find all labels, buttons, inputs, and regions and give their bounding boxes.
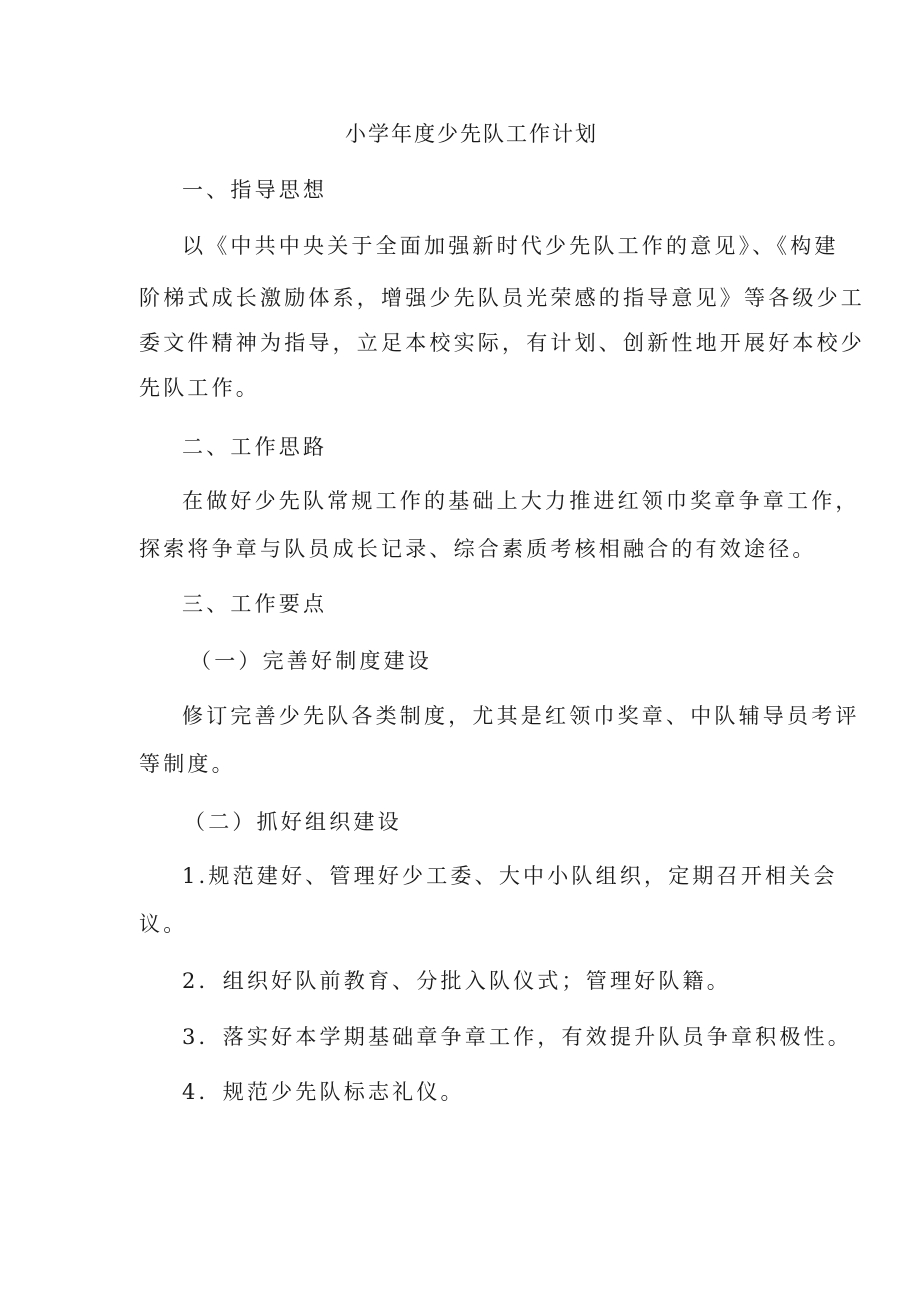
list-item-3: 3．落实好本学期基础章争章工作，有效提升队员争章积极性。 <box>182 1025 852 1049</box>
subsection-2-heading: （二）抓好组织建设 <box>184 810 402 834</box>
subsection-1-line-1: 修订完善少先队各类制度，尤其是红领巾奖章、中队辅导员考评 <box>182 704 860 728</box>
section-2-line-1: 在做好少先队常规工作的基础上大力推进红领巾奖章争章工作， <box>182 489 860 513</box>
document-title: 小学年度少先队工作计划 <box>345 122 598 146</box>
subsection-1-heading: （一）完善好制度建设 <box>190 649 432 673</box>
list-item-4: 4．规范少先队标志礼仪。 <box>182 1080 465 1104</box>
section-1-line-2: 阶梯式成长激励体系，增强少先队员光荣感的指导意见》等各级少工 <box>139 286 865 310</box>
section-1-heading: 一、指导思想 <box>182 178 328 202</box>
list-item-1-line-2: 议。 <box>139 912 188 936</box>
subsection-1-line-2: 等制度。 <box>139 752 236 776</box>
list-item-2: 2．组织好队前教育、分批入队仪式；管理好队籍。 <box>182 969 731 993</box>
section-1-line-3: 委文件精神为指导，立足本校实际，有计划、创新性地开展好本校少 <box>139 331 865 355</box>
section-2-heading: 二、工作思路 <box>182 435 328 459</box>
section-3-heading: 三、工作要点 <box>182 592 328 616</box>
section-2-line-2: 探索将争章与队员成长记录、综合素质考核相融合的有效途径。 <box>139 537 817 561</box>
section-1-line-4: 先队工作。 <box>139 376 260 400</box>
list-item-1-line-1: 1.规范建好、管理好少工委、大中小队组织，定期召开相关会 <box>182 864 838 888</box>
section-1-line-1: 以《中共中央关于全面加强新时代少先队工作的意见》、《构建 <box>182 234 839 258</box>
